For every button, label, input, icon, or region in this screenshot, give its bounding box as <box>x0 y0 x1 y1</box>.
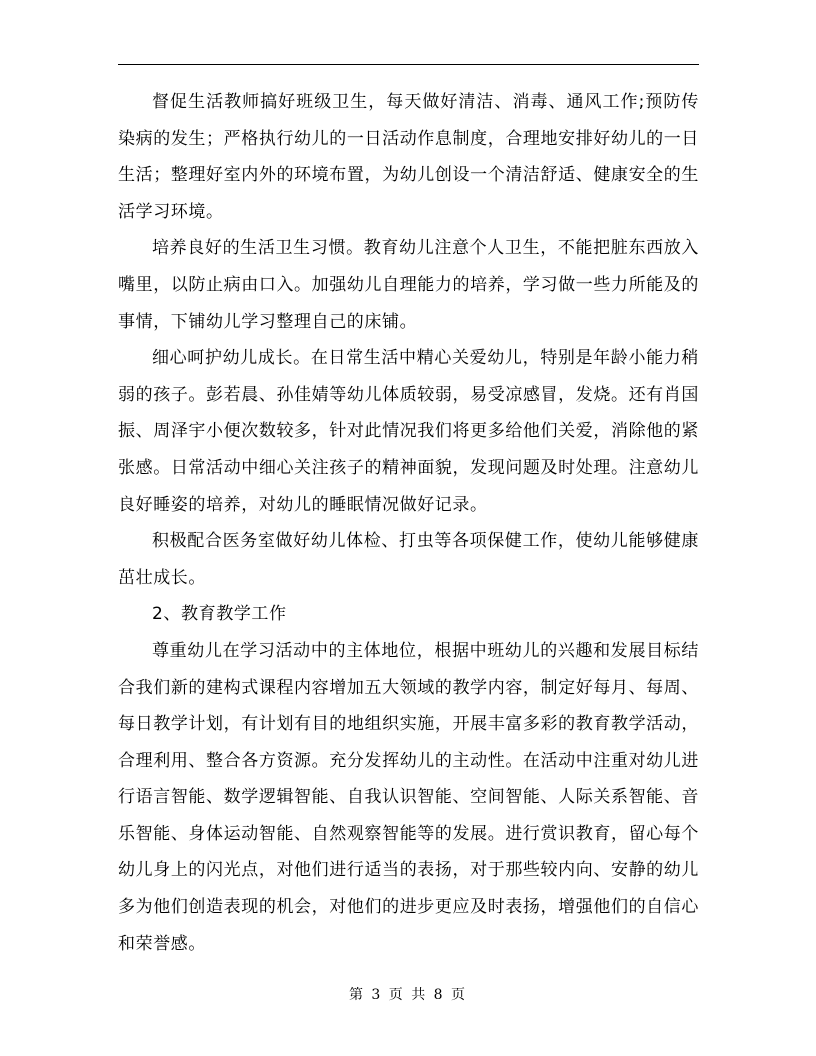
paragraph-teaching-work: 尊重幼儿在学习活动中的主体地位，根据中班幼儿的兴趣和发展目标结合我们新的建构式课程内容增加五大领域的教学内容，制定好每月、每周、每日教学计划，有计划有目的地组织实施，开展丰富多彩的教育教学活动，合理利用、整合各方资源。充分发挥幼儿的主动性。在活动中注重对幼儿进行语言智能、数学逻辑智能、自我认识智能、空间智能、人际关系智能、音乐智能、身体运动智能、自然观察智能等的发展。进行赏识教育，留心每个幼儿身上的闪光点，对他们进行适当的表扬，对于那些较内向、安静的幼儿多为他们创造表现的机会，对他们的进步更应及时表扬，增强他们的自信心和荣誉感。 <box>118 640 699 954</box>
section-heading-teaching: 2、教育教学工作 <box>152 604 287 625</box>
header-rule <box>118 64 699 65</box>
paragraph-hygiene-habits: 培养良好的生活卫生习惯。教育幼儿注意个人卫生，不能把脏东西放入嘴里，以防止病由口入。加强幼儿自理能力的培养，学习做一些力所能及的事情，下铺幼儿学习整理自己的床铺。 <box>118 238 699 332</box>
paragraph-care-growth: 细心呵护幼儿成长。在日常生活中精心关爱幼儿，特别是年龄小能力稍弱的孩子。彭若晨、孙佳婧等幼儿体质较弱，易受凉感冒，发烧。还有肖国振、周泽宇小便次数较多，针对此情况我们将更多给他们关爱，消除他的紧张感。日常活动中细心关注孩子的精神面貌，发现问题及时处理。注意幼儿良好睡姿的培养，对幼儿的睡眠情况做好记录。 <box>118 348 699 515</box>
page-number-footer: 第 3 页 共 8 页 <box>348 987 468 1003</box>
paragraph-hygiene-supervision: 督促生活教师搞好班级卫生，每天做好清洁、消毒、通风工作;预防传染病的发生；严格执行幼儿的一日活动作息制度，合理地安排好幼儿的一日生活；整理好室内外的环境布置，为幼儿创设一个清洁舒适、健康安全的生活学习环境。 <box>118 92 699 222</box>
paragraph-health-checkup: 积极配合医务室做好幼儿体检、打虫等各项保健工作，使幼儿能够健康茁壮成长。 <box>118 531 699 588</box>
document-body <box>118 84 699 962</box>
